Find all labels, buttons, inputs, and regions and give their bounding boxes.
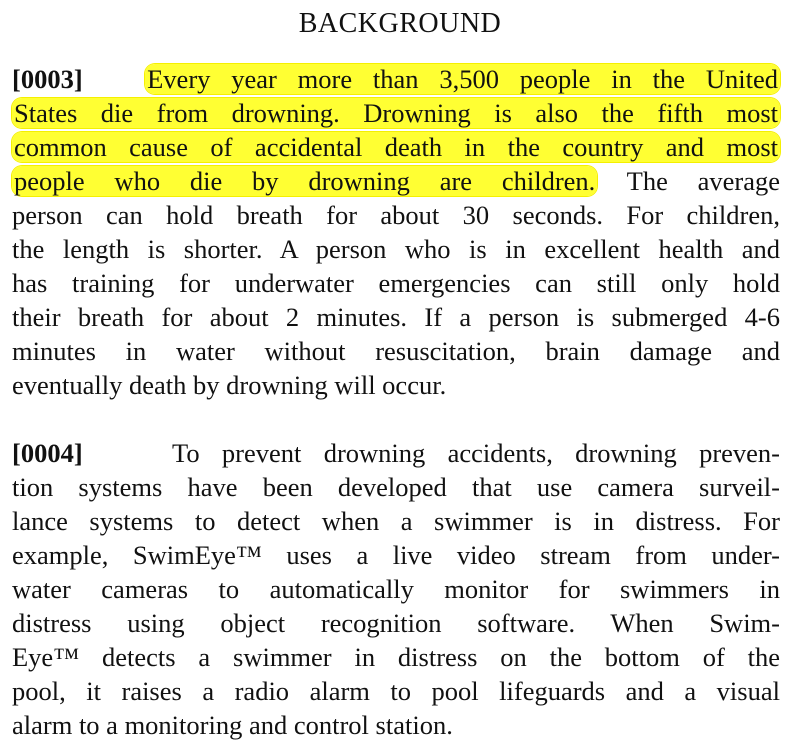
paragraph-line: pool, it raises a radio alarm to pool lifeguards and a visual	[12, 676, 780, 706]
paragraph-line: eventually death by drowning will occur.	[12, 370, 447, 400]
paragraph-line: tion systems have been developed that use camera surveil-	[12, 472, 780, 502]
paragraph-line	[12, 62, 780, 96]
paragraph-line	[12, 436, 780, 470]
paragraph-line: their breath for about 2 minutes. If a person is submerged 4-6	[12, 302, 780, 332]
line-text: The average	[597, 166, 780, 196]
paragraph-line: has training for underwater emergencies can still only hold	[12, 268, 780, 298]
paragraph-line: distress using object recognition software. When Swim-	[12, 608, 780, 638]
paragraph-line: minutes in water without resuscitation, brain damage and	[12, 336, 780, 366]
highlighted-text: Every year more than 3,500 people in the United	[147, 64, 779, 94]
paragraph-line: Eye™ detects a swimmer in distress on the bottom of the	[12, 642, 780, 672]
paragraph-number: [0004]	[12, 438, 83, 468]
highlighted-text: States die from drowning. Drowning is also the fifth most	[14, 98, 778, 128]
paragraph-0004	[12, 436, 780, 742]
paragraph-line: water cameras to automatically monitor for swimmers in	[12, 574, 780, 604]
paragraph-line: person can hold breath for about 30 seconds. For children,	[12, 200, 780, 230]
paragraph-line: lance systems to detect when a swimmer is in distress. For	[12, 506, 780, 536]
paragraph-0003	[12, 62, 780, 402]
paragraph-line	[12, 164, 780, 198]
line-text: To prevent drowning accidents, drowning preven-	[172, 438, 780, 468]
paragraph-line	[12, 96, 780, 130]
paragraph-line	[12, 130, 780, 164]
paragraph-line: the length is shorter. A person who is in excellent health and	[12, 234, 780, 264]
section-heading: BACKGROUND	[298, 8, 502, 39]
paragraph-number: [0003]	[12, 64, 83, 94]
highlighted-text: common cause of accidental death in the country and most	[14, 132, 778, 162]
highlighted-text: people who die by drowning are children.	[14, 166, 596, 196]
paragraph-line: alarm to a monitoring and control station.	[12, 710, 453, 740]
paragraph-line: example, SwimEye™ uses a live video stream from under-	[12, 540, 780, 570]
